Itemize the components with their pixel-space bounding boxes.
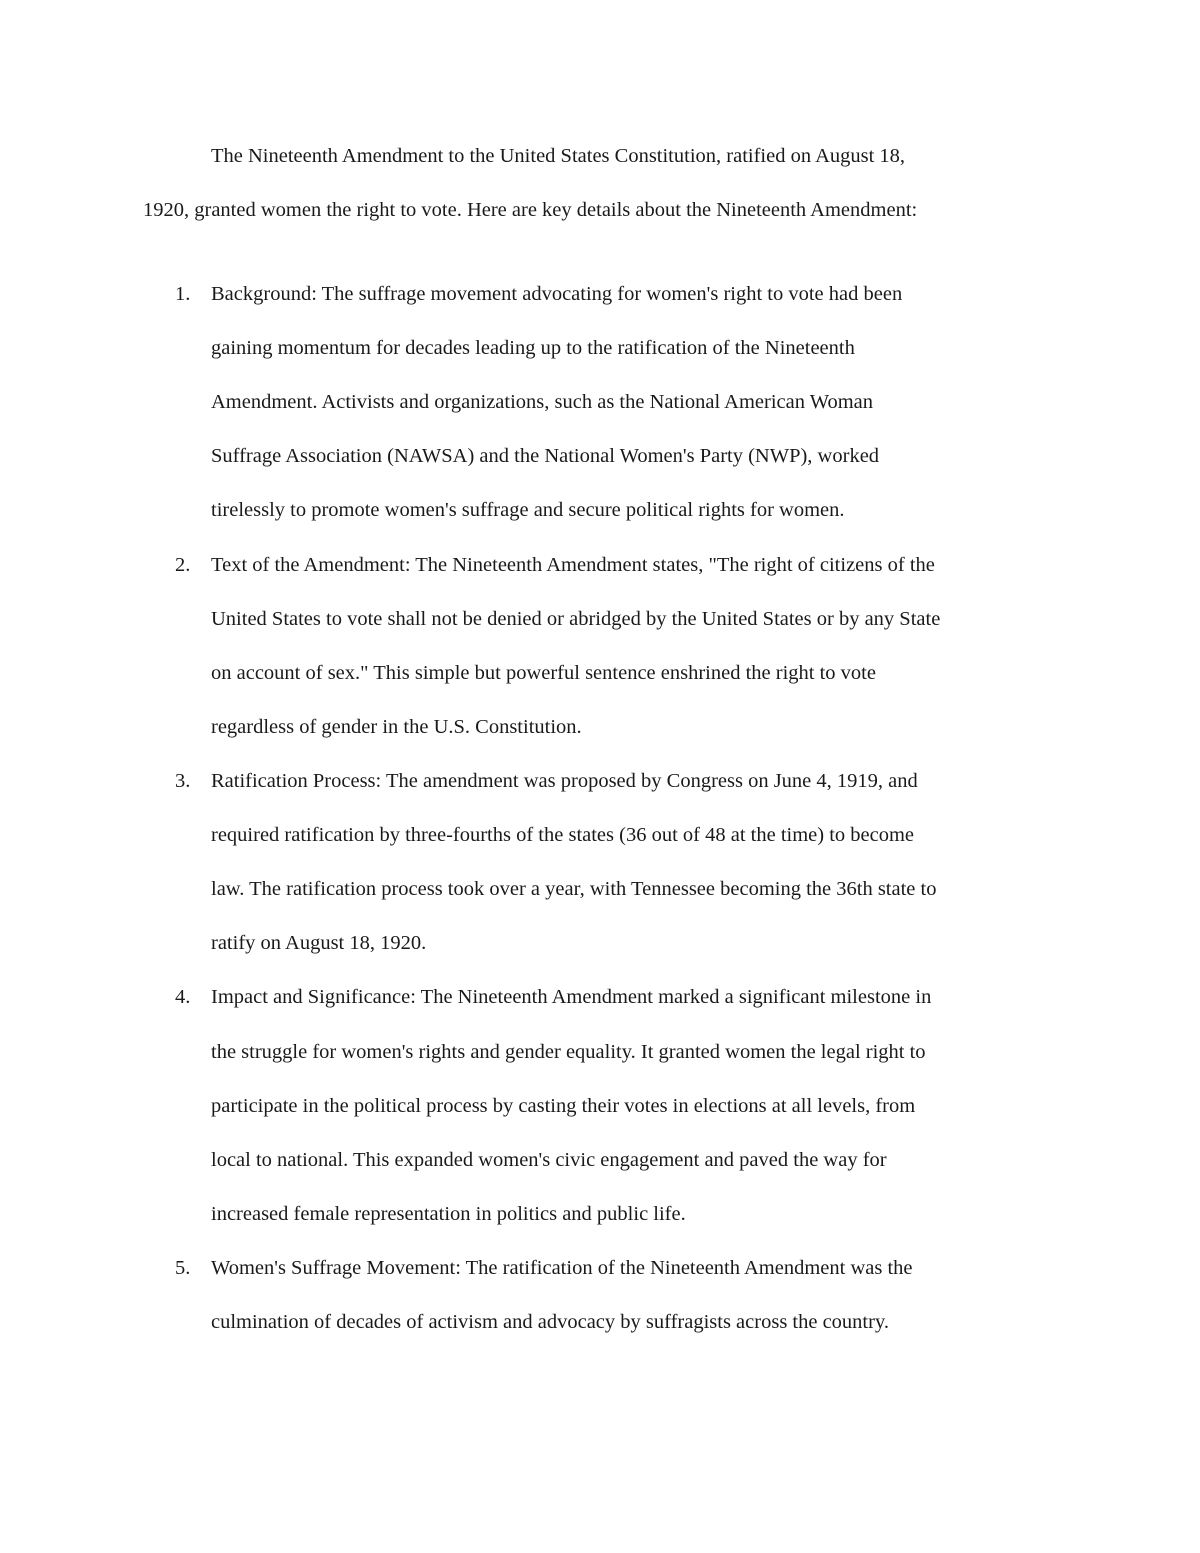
list-number: 1. <box>175 283 191 305</box>
list-item-line: on account of sex." This simple but powerful sentence enshrined the right to vote <box>211 662 876 684</box>
list-item-line: gaining momentum for decades leading up to the ratification of the Nineteenth <box>211 337 855 359</box>
list-item-line: participate in the political process by casting their votes in elections at all levels, from <box>211 1095 916 1117</box>
list-item-line: Suffrage Association (NAWSA) and the National Women's Party (NWP), worked <box>211 445 880 467</box>
list-item-line: regardless of gender in the U.S. Constitution. <box>211 716 582 738</box>
list-item-line: tirelessly to promote women's suffrage and secure political rights for women. <box>211 499 845 521</box>
list-item-line: culmination of decades of activism and advocacy by suffragists across the country. <box>211 1311 890 1333</box>
list-item-line: Impact and Significance: The Nineteenth Amendment marked a significant milestone in <box>211 986 932 1008</box>
list-number: 2. <box>175 554 191 576</box>
list-number: 4. <box>175 986 191 1008</box>
list-item-line: required ratification by three-fourths of the states (36 out of 48 at the time) to become <box>211 824 915 846</box>
list-item-line: local to national. This expanded women's civic engagement and paved the way for <box>211 1149 887 1171</box>
list-item-line: ratify on August 18, 1920. <box>211 932 427 954</box>
list-item-line: law. The ratification process took over a year, with Tennessee becoming the 36th state to <box>211 878 937 900</box>
list-item-line: increased female representation in politics and public life. <box>211 1203 686 1225</box>
list-number: 3. <box>175 770 191 792</box>
intro-line: 1920, granted women the right to vote. Here are key details about the Nineteenth Amendment: <box>143 199 918 221</box>
list-item-line: Text of the Amendment: The Nineteenth Amendment states, "The right of citizens of the <box>211 554 935 576</box>
list-item-line: Amendment. Activists and organizations, such as the National American Woman <box>211 391 873 413</box>
list-item-line: United States to vote shall not be denied or abridged by the United States or by any State <box>211 608 941 630</box>
intro-line: The Nineteenth Amendment to the United States Constitution, ratified on August 18, <box>211 145 906 167</box>
list-number: 5. <box>175 1257 191 1279</box>
list-item-line: Women's Suffrage Movement: The ratification of the Nineteenth Amendment was the <box>211 1257 913 1279</box>
list-item-line: Ratification Process: The amendment was proposed by Congress on June 4, 1919, and <box>211 770 918 792</box>
list-item-line: the struggle for women's rights and gender equality. It granted women the legal right to <box>211 1041 926 1063</box>
list-item-line: Background: The suffrage movement advocating for women's right to vote had been <box>211 283 903 305</box>
